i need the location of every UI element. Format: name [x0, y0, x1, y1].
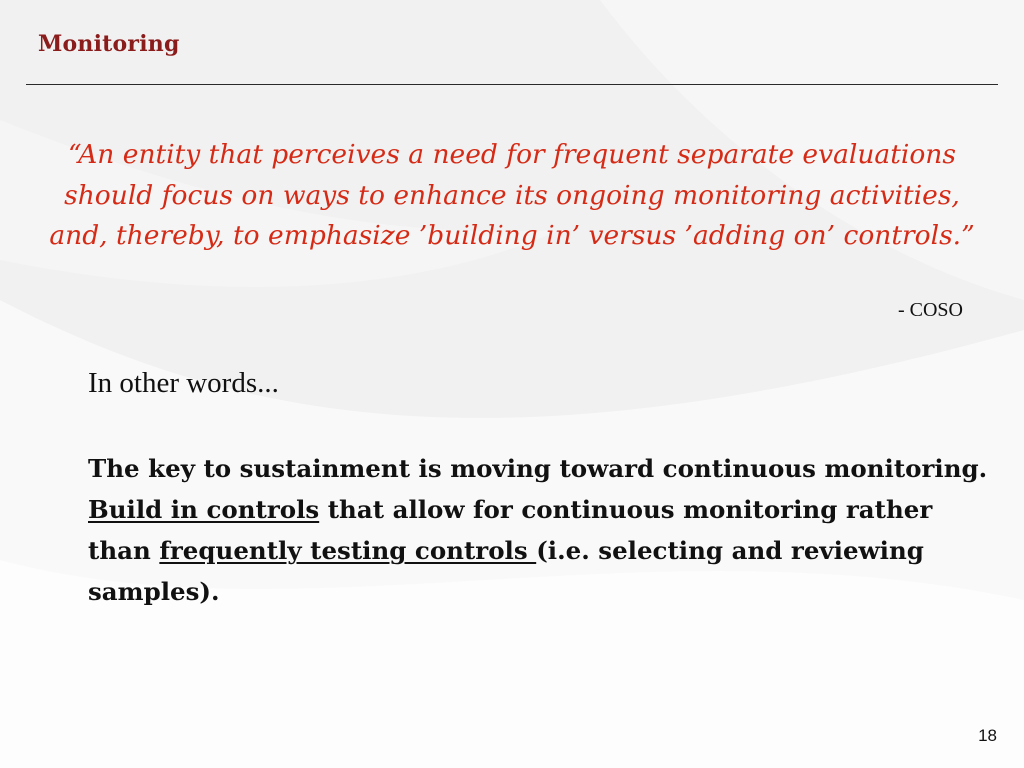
- slide-title: Monitoring: [38, 31, 180, 57]
- lead-text: In other words...: [88, 367, 279, 399]
- body-text-part-3: (i.e. selecting and reviewing samples).: [88, 536, 924, 606]
- body-text-part-2: that allow for continuous monitoring rather than: [88, 495, 933, 565]
- body-paragraph: [88, 448, 988, 612]
- quote-text: “An entity that perceives a need for frequent separate evaluations should focus on ways to enhance its ongoing monitoring activities, and, thereby, to emphasize ’building in’ versus ’adding on’ controls.”: [49, 139, 975, 251]
- body-text-part-1: The key to sustainment is moving toward continuous monitoring.: [88, 454, 988, 483]
- build-in-controls-emphasis: Build in controls: [88, 495, 320, 524]
- title-divider: [26, 84, 998, 85]
- quote-attribution: - COSO: [897, 299, 963, 321]
- page-number: 18: [978, 726, 997, 745]
- frequently-testing-controls-emphasis: frequently testing controls: [159, 536, 537, 565]
